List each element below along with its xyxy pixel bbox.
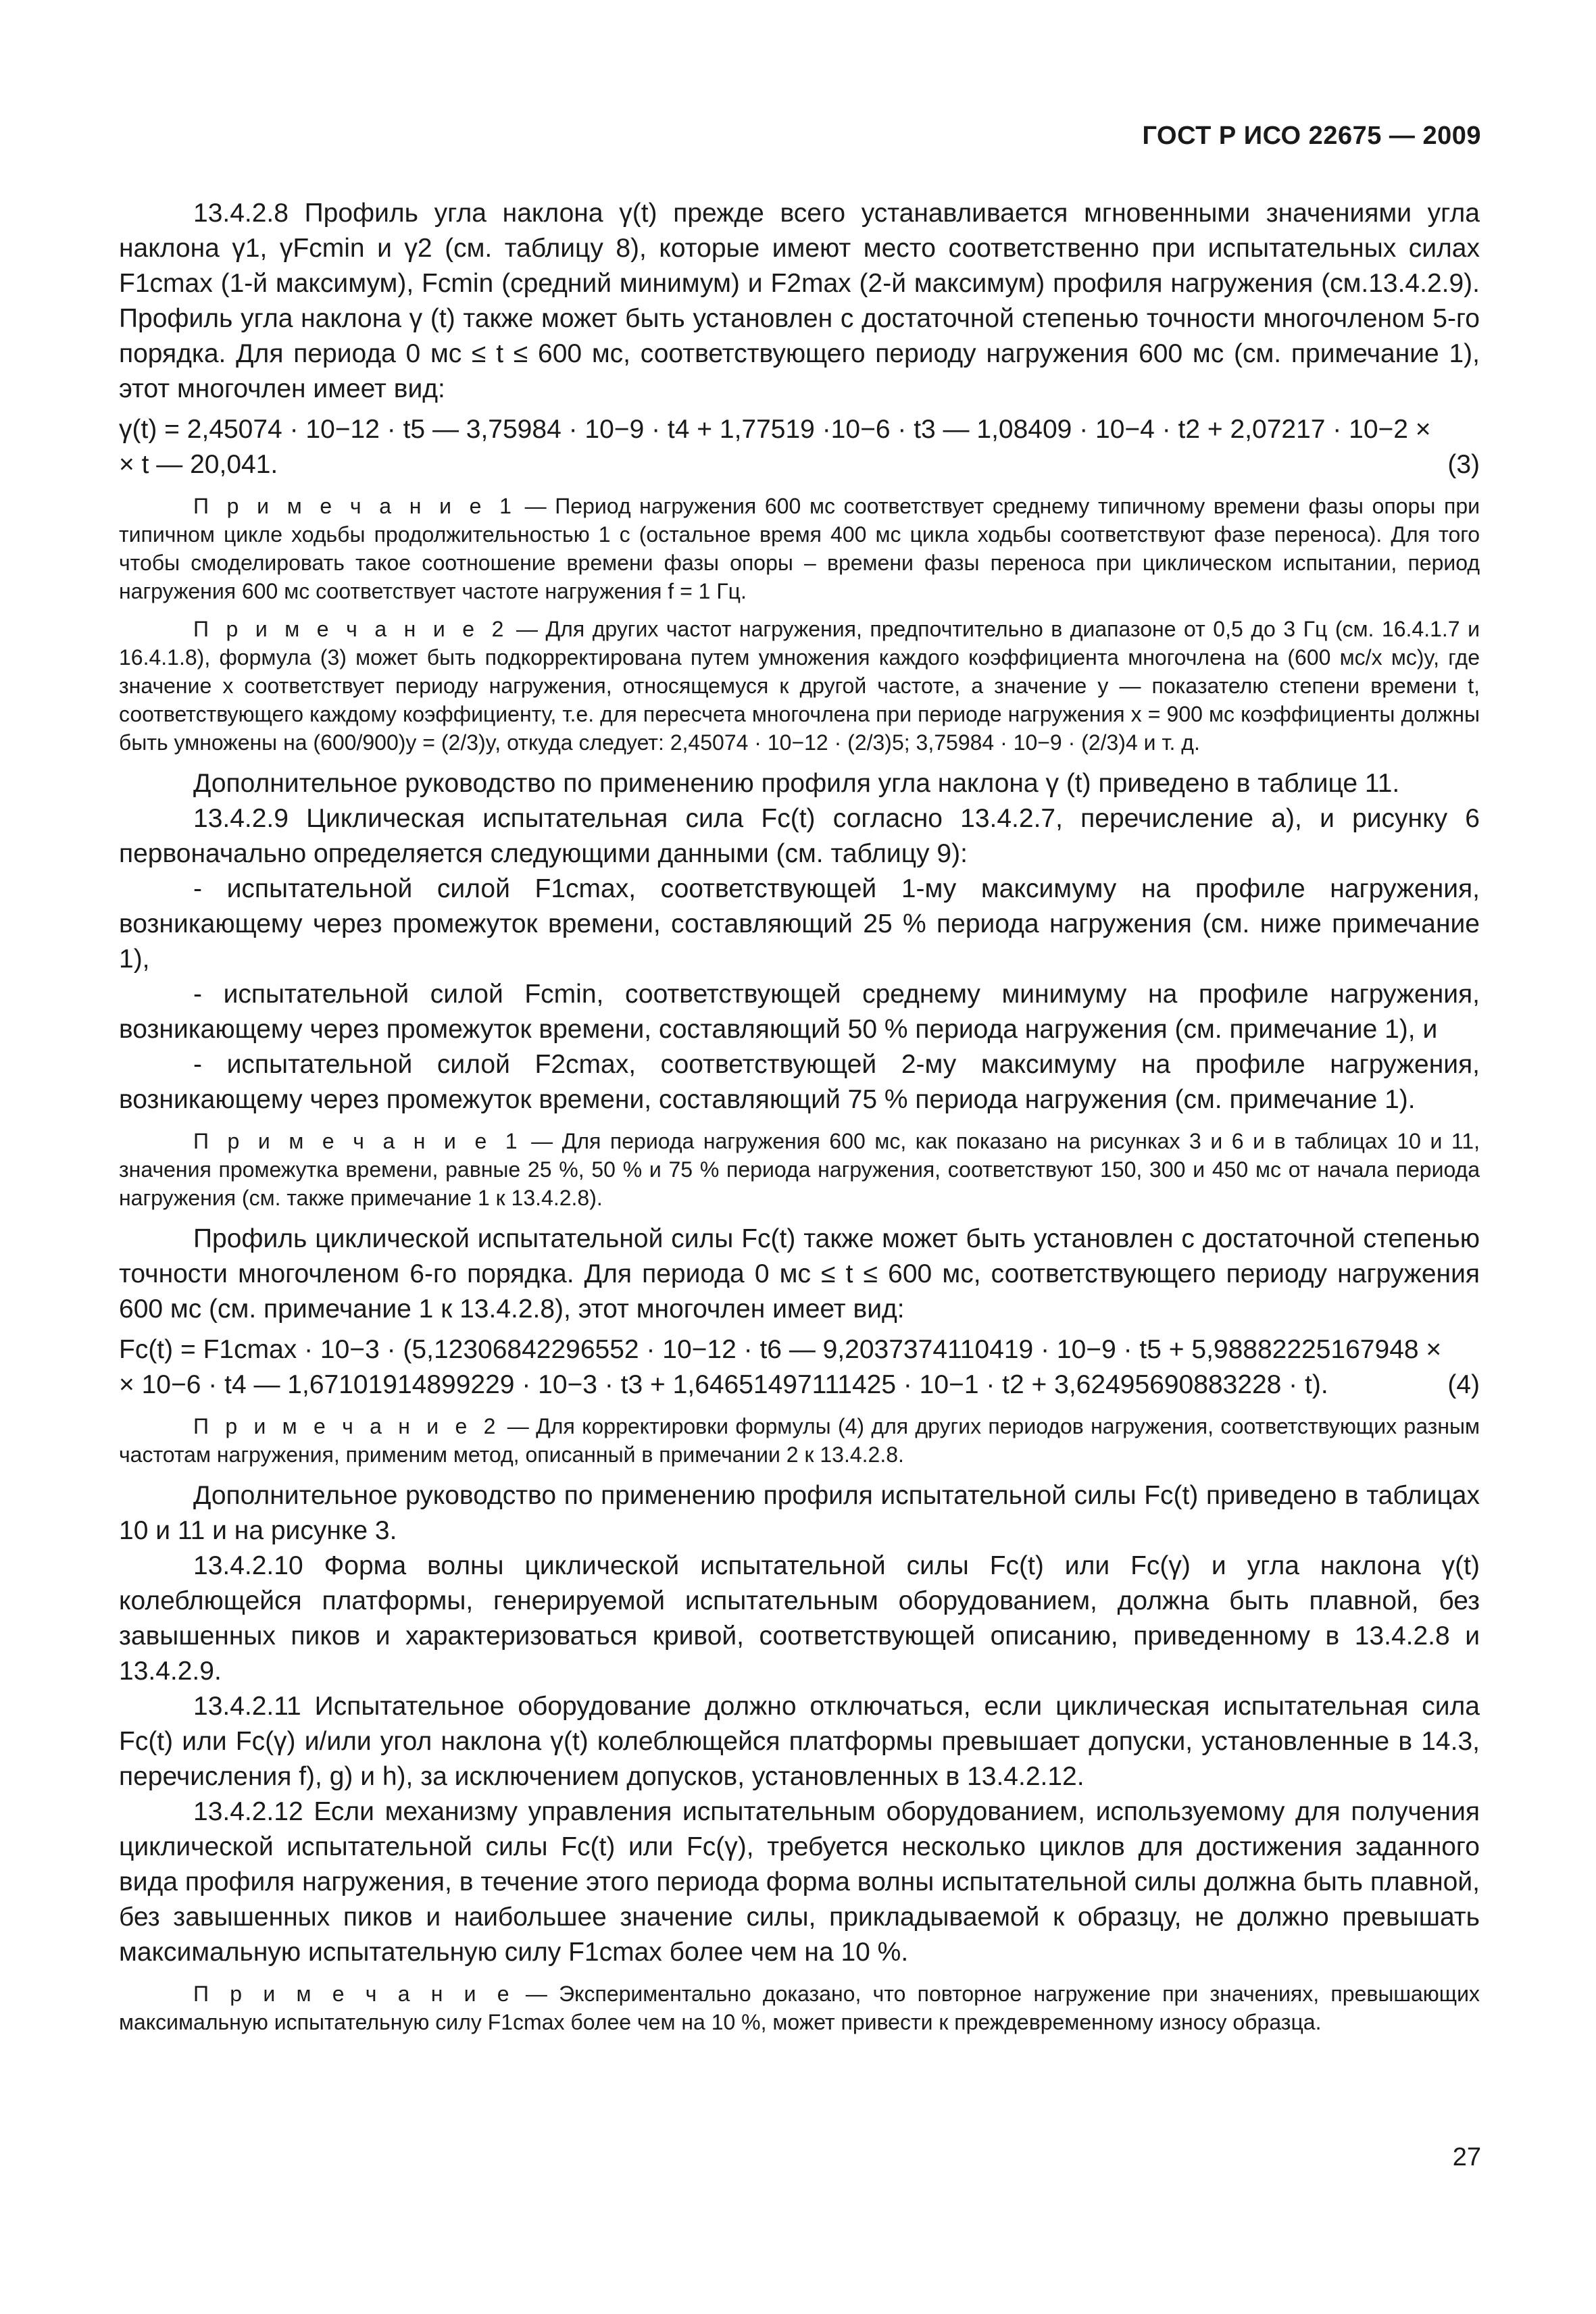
standard-header: ГОСТ Р ИСО 22675 — 2009 xyxy=(1142,122,1481,150)
note-2-13-4-2-8 xyxy=(119,615,1480,757)
note-1-13-4-2-9 xyxy=(119,1127,1480,1212)
formula-3-line2-text: × t — 20,041. xyxy=(119,450,278,479)
bullet-f2cmax: - испытательной силой F2cmax, соответствующей 2-му максимуму на профиле нагружения, возникающему через промежуток времени, составляющий 75 % периода нагружения (см. примечание 1). xyxy=(119,1050,1480,1114)
note-1-13-4-2-8 xyxy=(119,492,1480,605)
note-2-13-4-2-9 xyxy=(119,1412,1480,1469)
formula-4 xyxy=(119,1332,1480,1403)
paragraph-13-4-2-11: 13.4.2.11 Испытательное оборудование должно отключаться, если циклическая испытательная сила Fc(t) или Fc(γ) и/или угол наклона γ(t) колеблющейся платформы превышает допуски, установленные в 14.3, перечисления f), g) и h), за исключением допусков, установленных в 13.4.2.12. xyxy=(119,1692,1480,1791)
formula-3-number: (3) xyxy=(1447,450,1480,479)
note-text: — Экспериментально доказано, что повторное нагружение при значениях, превышающих максимальную испытательную силу F1cmax более чем на 10 %, может привести к преждевременному износу образца. xyxy=(119,1982,1480,2034)
paragraph-13-4-2-9: 13.4.2.9 Циклическая испытательная сила Fc(t) согласно 13.4.2.7, перечисление а), и рисунку 6 первоначально определяется следующими данными (см. таблицу 9): xyxy=(119,804,1480,868)
formula-3-line1: γ(t) = 2,45074 · 10−12 · t5 — 3,75984 · 10−9 · t4 + 1,77519 ·10−6 · t3 — 1,08409 · 10−4 · t2 + 2,07217 · 10−2 × xyxy=(119,415,1431,444)
note-text: — Для корректировки формулы (4) для других периодов нагружения, соответствующих разным частотам нагружения, применим метод, описанный в примечании 2 к 13.4.2.8. xyxy=(119,1414,1480,1467)
paragraph-13-4-2-8: 13.4.2.8 Профиль угла наклона γ(t) прежде всего устанавливается мгновенными значениями угла наклона γ1, γFcmin и γ2 (см. таблицу 8), которые имеют место соответственно при испытательных силах F1cmax (1-й максимум), Fcmin (средний минимум) и F2max (2-й максимум) профиля нагружения (см.13.4.2.9). Профиль угла наклона γ (t) также может быть установлен с достаточной степенью точности многочленом 5-го порядка. Для периода 0 мс ≤ t ≤ 600 мс, соответствующего периоду нагружения 600 мс (см. примечание 1), этот многочлен имеет вид: xyxy=(119,199,1480,403)
bullet-f1cmax: - испытательной силой F1cmax, соответствующей 1-му максимуму на профиле нагружения, возникающему через промежуток времени, составляющий 25 % периода нагружения (см. ниже примечание 1), xyxy=(119,874,1480,974)
formula-4-number: (4) xyxy=(1447,1370,1480,1399)
formula-3-line2 xyxy=(119,447,1480,482)
paragraph-additional-guidance-angle: Дополнительное руководство по применению профиля угла наклона γ (t) приведено в таблице 11. xyxy=(193,769,1400,798)
note-label: П р и м е ч а н и е 1 xyxy=(193,494,516,518)
bullet-fcmin: - испытательной силой Fcmin, соответствующей среднему минимуму на профиле нагружения, возникающему через промежуток времени, составляющий 50 % периода нагружения (см. примечание 1), и xyxy=(119,980,1480,1044)
paragraph-13-4-2-12: 13.4.2.12 Если механизму управления испытательным оборудованием, используемому для получения циклической испытательной силы Fc(t) или Fc(γ), требуется несколько циклов для достижения заданного вида профиля нагружения, в течение этого периода форма волны испытательной силы должна быть плавной, без завышенных пиков и наибольшее значение силы, прикладываемой к образцу, не должно превышать максимальную испытательную силу F1cmax более чем на 10 %. xyxy=(119,1797,1480,1967)
formula-4-line2 xyxy=(119,1367,1480,1403)
note-text: — Для периода нагружения 600 мс, как показано на рисунках 3 и 6 и в таблицах 10 и 11, значения промежутка времени, равные 25 %, 50 % и 75 % периода нагружения, соответствуют 150, 300 и 450 мс от начала периода нагружения (см. также примечание 1 к 13.4.2.8). xyxy=(119,1129,1480,1210)
note-text: — Период нагружения 600 мс соответствует среднему типичному времени фазы опоры при типичном цикле ходьбы продолжительностью 1 с (остальное время 400 мс цикла ходьбы соответствуют фазе переноса). Для того чтобы смоделировать такое соотношение времени фазы опоры – времени фазы переноса при циклическом испытании, период нагружения 600 мс соответствует частоте нагружения f = 1 Гц. xyxy=(119,494,1480,603)
paragraph-additional-guidance-force: Дополнительное руководство по применению профиля испытательной силы Fc(t) приведено в таблицах 10 и 11 и на рисунке 3. xyxy=(119,1481,1480,1545)
note-label: П р и м е ч а н и е xyxy=(193,1982,514,2006)
note-label: П р и м е ч а н и е 1 xyxy=(193,1129,522,1153)
formula-4-line2-text: × 10−6 · t4 — 1,67101914899229 · 10−3 · t3 + 1,64651497111425 · 10−1 · t2 + 3,62495690883228 · t). xyxy=(119,1370,1328,1399)
note-text: — Для других частот нагружения, предпочтительно в диапазоне от 0,5 до 3 Гц (см. 16.4.1.7 и 16.4.1.8), формула (3) может быть подкорректирована путем умножения каждого коэффициента многочлена на (600 мс/x мс)y, где значение x соответствует периоду нагружения, относящемуся к другой частоте, а значение y — показателю степени времени t, соответствующего каждому коэффициенту, т.е. для пересчета многочлена при периоде нагружения x = 900 мс коэффициенты должны быть умножены на (600/900)y = (2/3)y, откуда следует: 2,45074 · 10−12 · (2/3)5; 3,75984 · 10−9 · (2/3)4 и т. д. xyxy=(119,617,1480,755)
page-number: 27 xyxy=(1452,2143,1481,2171)
formula-4-line1: Fc(t) = F1cmax · 10−3 · (5,12306842296552 · 10−12 · t6 — 9,2037374110419 · 10−9 · t5 + 5,98882225167948 × xyxy=(119,1335,1442,1364)
note-label: П р и м е ч а н и е 2 xyxy=(193,617,509,641)
page-content xyxy=(119,196,1480,2046)
paragraph-force-profile: Профиль циклической испытательной силы Fc(t) также может быть установлен с достаточной степенью точности многочленом 6-го порядка. Для периода 0 мс ≤ t ≤ 600 мс, соответствующего периоду нагружения 600 мс (см. примечание 1 к 13.4.2.8), этот многочлен имеет вид: xyxy=(119,1224,1480,1324)
paragraph-13-4-2-10: 13.4.2.10 Форма волны циклической испытательной силы Fc(t) или Fc(γ) и угла наклона γ(t) колеблющейся платформы, генерируемой испытательным оборудованием, должна быть плавной, без завышенных пиков и характеризоваться кривой, соответствующей описанию, приведенному в 13.4.2.8 и 13.4.2.9. xyxy=(119,1551,1480,1686)
note-13-4-2-12 xyxy=(119,1980,1480,2036)
formula-3 xyxy=(119,412,1480,482)
note-label: П р и м е ч а н и е 2 xyxy=(193,1414,501,1438)
